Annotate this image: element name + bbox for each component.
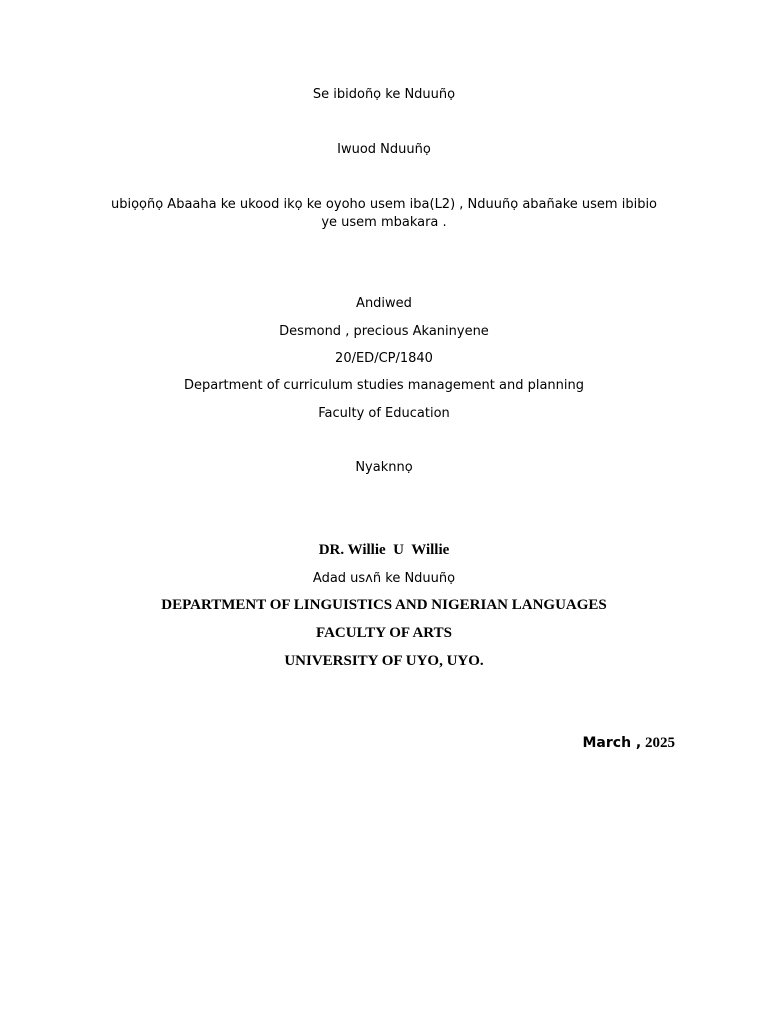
submission-date <box>583 735 676 752</box>
document-topic: ubiọọñọ Abaaha ke ukood ikọ ke oyoho usem iba(L2) , Nduuñọ abañake usem ibibio ye usem mbakara . <box>110 197 658 230</box>
author-department: Department of curriculum studies management and planning <box>183 378 585 393</box>
university-name: UNIVERSITY OF UYO, UYO. <box>284 653 484 669</box>
supervisor-faculty: FACULTY OF ARTS <box>316 625 452 641</box>
author-faculty: Faculty of Education <box>318 406 450 421</box>
supervisor-role: Adad usʌñ ke Nduuñọ <box>312 571 456 586</box>
matric-number: 20/ED/CP/1840 <box>335 351 433 366</box>
date-month: March , <box>582 735 642 751</box>
supervisor-name: DR. Willie U Willie <box>318 542 450 558</box>
date-year: 2025 <box>645 735 675 751</box>
document-subtitle: Iwuod Nduuñọ <box>337 142 431 157</box>
supervisor-department: DEPARTMENT OF LINGUISTICS AND NIGERIAN LANGUAGES <box>161 597 607 613</box>
supervisor-heading: Nyaknnọ <box>355 460 413 475</box>
document-title: Se ibidoñọ ke Nduuñọ <box>312 87 456 102</box>
author-name: Desmond , precious Akaninyene <box>279 324 489 339</box>
author-heading: Andiwed <box>356 296 412 311</box>
